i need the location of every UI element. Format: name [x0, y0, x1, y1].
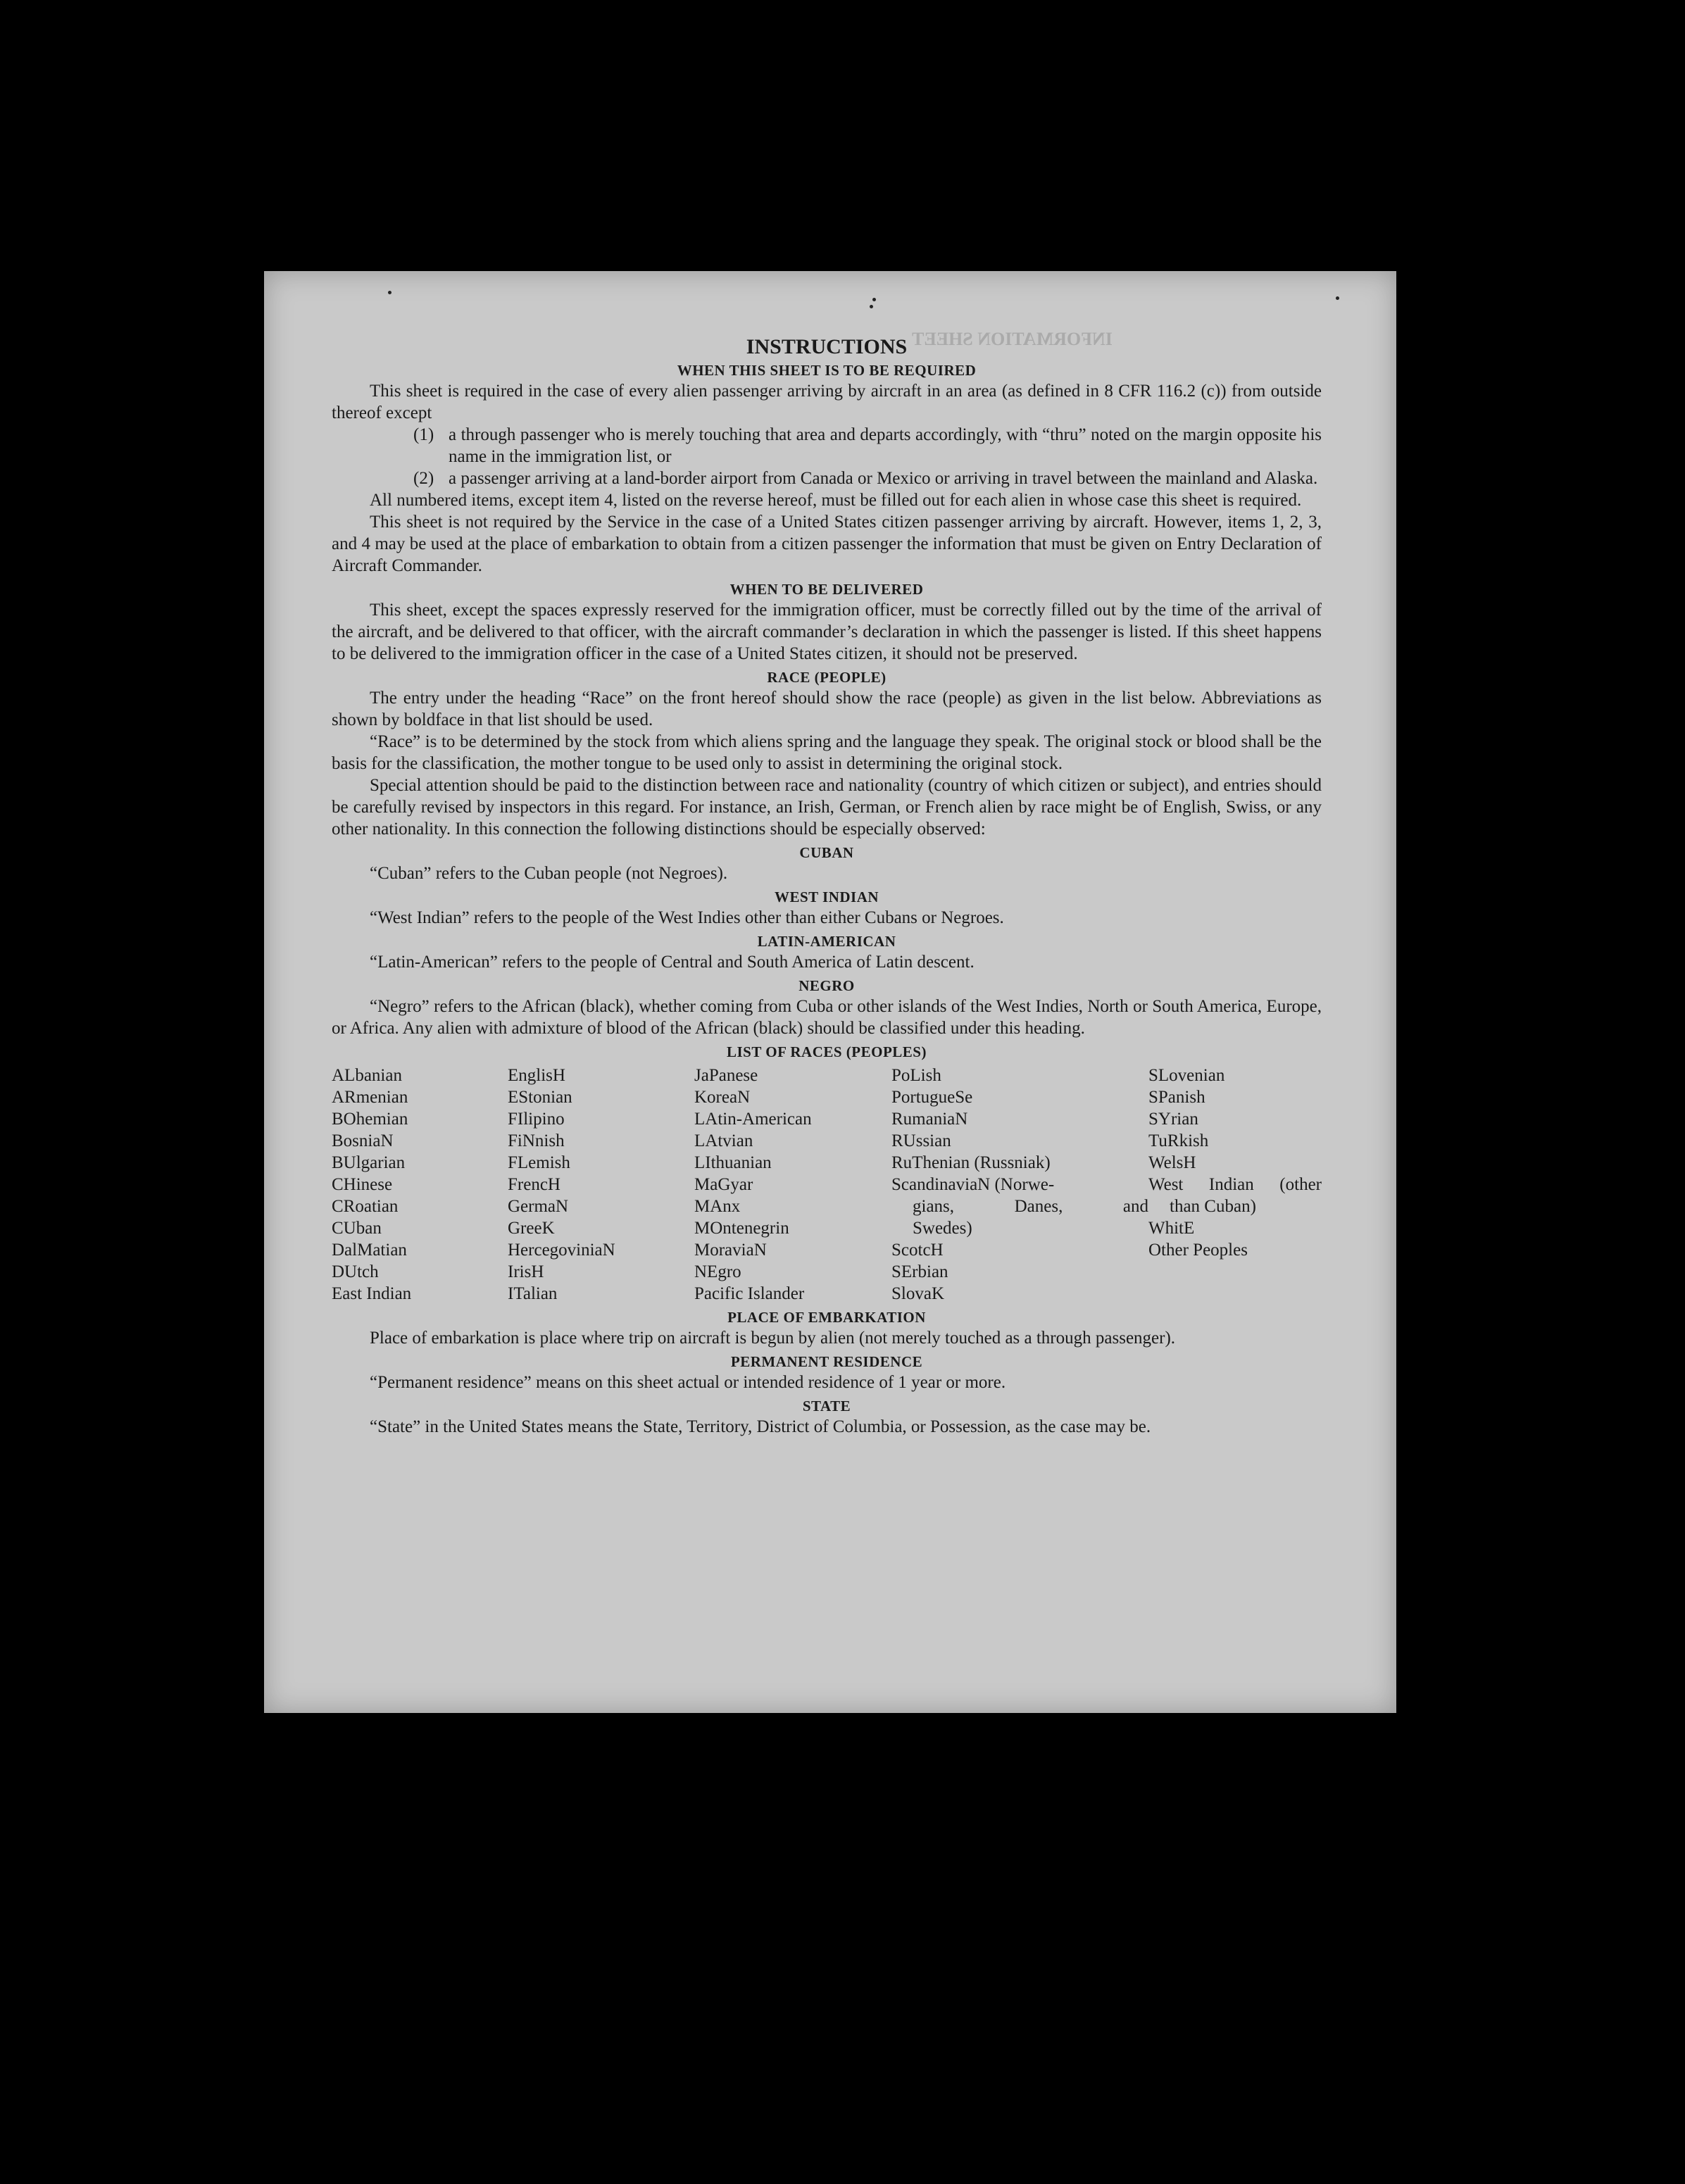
- race-entry: WhitE: [1148, 1219, 1195, 1238]
- race-entry: LAtin-American: [694, 1110, 812, 1129]
- race-entry: CUban: [332, 1219, 382, 1238]
- heading-embarkation: PLACE OF EMBARKATION: [727, 1309, 926, 1326]
- race-entry: EStonian: [508, 1088, 572, 1107]
- item-number: (1): [413, 425, 434, 444]
- race-entry: ITalian: [508, 1284, 558, 1303]
- race-entry: LIthuanian: [694, 1153, 772, 1172]
- race-entry: RuThenian (Russniak): [891, 1153, 1051, 1172]
- heading-when-delivered: WHEN TO BE DELIVERED: [729, 581, 924, 598]
- race-entry: LAtvian: [694, 1131, 753, 1150]
- races-column: [332, 1065, 508, 1305]
- heading-latin-american: LATIN-AMERICAN: [757, 933, 896, 950]
- races-column: [694, 1065, 891, 1305]
- paragraph: Place of embarkation is place where trip on aircraft is begun by alien (not merely touched as a through passenger).: [370, 1329, 1176, 1348]
- paragraph: All numbered items, except item 4, listed on the reverse hereof, must be filled out for each alien in whose case this sheet is required.: [370, 491, 1302, 510]
- race-entry: Pacific Islander: [694, 1284, 805, 1303]
- race-entry: Other Peoples: [1148, 1241, 1248, 1260]
- heading-west-indian: WEST INDIAN: [774, 889, 879, 905]
- race-entry: East Indian: [332, 1284, 412, 1303]
- race-entry: GreeK: [508, 1219, 555, 1238]
- race-entry: BUlgarian: [332, 1153, 406, 1172]
- race-entry: FrencH: [508, 1175, 560, 1194]
- paragraph: The entry under the heading “Race” on the front hereof should show the race (people) as given in the list below. Abbreviations as shown by boldface in that list should be used.: [332, 689, 1322, 729]
- race-entry: SErbian: [891, 1262, 948, 1281]
- race-entry: HercegoviniaN: [508, 1241, 615, 1260]
- race-entry: FLemish: [508, 1153, 570, 1172]
- bleed-through-text: INFORMATION SHEET: [912, 329, 1113, 349]
- race-entry: FIlipino: [508, 1110, 565, 1129]
- race-entry: SYrian: [1148, 1110, 1198, 1129]
- race-entry: RumaniaN: [891, 1110, 968, 1129]
- race-entry: ARmenian: [332, 1088, 408, 1107]
- list-item: [332, 467, 1322, 489]
- race-entry: West Indian (other: [1148, 1175, 1322, 1194]
- heading-negro: NEGRO: [798, 977, 855, 994]
- heading-list-of-races: LIST OF RACES (PEOPLES): [727, 1043, 927, 1060]
- races-column: [1148, 1065, 1322, 1305]
- race-entry: SLovenian: [1148, 1066, 1225, 1085]
- race-entry: CRoatian: [332, 1197, 399, 1216]
- race-entry: NEgro: [694, 1262, 741, 1281]
- page-title: INSTRUCTIONS: [746, 335, 908, 358]
- race-entry: PortugueSe: [891, 1088, 973, 1107]
- paragraph: “Latin-American” refers to the people of Central and South America of Latin descent.: [370, 953, 975, 972]
- paragraph: This sheet, except the spaces expressly reserved for the immigration officer, must be correctly filled out by the time of the arrival of the aircraft, and be delivered to that officer, with the aircraft commander’s declaration in which the passenger is listed. If this sheet happens to be delivered to the immigration officer in the case of a United States citizen, it should not be preserved.: [332, 601, 1322, 663]
- item-number: (2): [413, 469, 434, 488]
- instructions-content: [332, 336, 1322, 1438]
- race-entry: RUssian: [891, 1131, 951, 1150]
- race-entry: DalMatian: [332, 1241, 407, 1260]
- race-entry: ScandinaviaN (Norwe-: [891, 1175, 1055, 1194]
- item-text: a passenger arriving at a land-border airport from Canada or Mexico or arriving in travel between the mainland and Alaska.: [449, 469, 1318, 488]
- paragraph: Special attention should be paid to the distinction between race and nationality (country of which citizen or subject), and entries should be carefully revised by inspectors in this regard. For instance, an Irish, German, or French alien by race might be of English, Swiss, or any other nationality. In this connection the following distinctions should be especially observed:: [332, 776, 1322, 839]
- race-entry: gians, Danes, and: [913, 1197, 1148, 1216]
- race-entry: ALbanian: [332, 1066, 402, 1085]
- race-entry: MAnx: [694, 1197, 741, 1216]
- document-sheet: [264, 271, 1396, 1713]
- race-entry: JaPanese: [694, 1066, 758, 1085]
- heading-race: RACE (PEOPLE): [767, 669, 887, 686]
- race-entry: KoreaN: [694, 1088, 751, 1107]
- paragraph: This sheet is required in the case of every alien passenger arriving by aircraft in an area (as defined in 8 CFR 116.2 (c)) from outside thereof except: [332, 382, 1322, 422]
- race-entry: MoraviaN: [694, 1241, 767, 1260]
- paragraph: “Race” is to be determined by the stock from which aliens spring and the language they speak. The original stock or blood shall be the basis for the classification, the mother tongue to be used only to assist in determining the original stock.: [332, 732, 1322, 773]
- paragraph: “State” in the United States means the State, Territory, District of Columbia, or Possession, as the case may be.: [370, 1417, 1151, 1436]
- race-entry: BosniaN: [332, 1131, 394, 1150]
- item-text: a through passenger who is merely touching that area and departs accordingly, with “thru” noted on the margin opposite his name in the immigration list, or: [449, 425, 1322, 466]
- races-column: [891, 1065, 1148, 1305]
- paragraph: “West Indian” refers to the people of the West Indies other than either Cubans or Negroes.: [370, 908, 1004, 927]
- paragraph: “Negro” refers to the African (black), whether coming from Cuba or other islands of the West Indies, North or South America, Europe, or Africa. Any alien with admixture of blood of the African (black) should be classified under this heading.: [332, 997, 1322, 1038]
- race-entry: WelsH: [1148, 1153, 1196, 1172]
- race-entry: SPanish: [1148, 1088, 1205, 1107]
- paragraph: This sheet is not required by the Service in the case of a United States citizen passenger arriving by aircraft. However, items 1, 2, 3, and 4 may be used at the place of embarkation to obtain from a citizen passenger the information that must be given on Entry Declaration of Aircraft Commander.: [332, 513, 1322, 575]
- heading-cuban: CUBAN: [799, 844, 854, 861]
- race-entry: MOntenegrin: [694, 1219, 789, 1238]
- race-entry: PoLish: [891, 1066, 941, 1085]
- heading-when-required: WHEN THIS SHEET IS TO BE REQUIRED: [677, 362, 977, 379]
- race-entry: BOhemian: [332, 1110, 408, 1129]
- heading-permanent-residence: PERMANENT RESIDENCE: [730, 1353, 923, 1370]
- race-entry: ScotcH: [891, 1241, 944, 1260]
- race-entry: CHinese: [332, 1175, 393, 1194]
- heading-state: STATE: [802, 1398, 851, 1414]
- races-column: [508, 1065, 694, 1305]
- race-entry: Swedes): [913, 1219, 972, 1238]
- race-entry: TuRkish: [1148, 1131, 1209, 1150]
- paragraph: “Permanent residence” means on this sheet actual or intended residence of 1 year or more.: [370, 1373, 1006, 1392]
- race-entry: EnglisH: [508, 1066, 565, 1085]
- race-entry: SlovaK: [891, 1284, 944, 1303]
- list-item: [332, 424, 1322, 467]
- races-table: [332, 1065, 1322, 1305]
- race-entry: FiNnish: [508, 1131, 565, 1150]
- paragraph: “Cuban” refers to the Cuban people (not Negroes).: [370, 864, 728, 883]
- race-entry: GermaN: [508, 1197, 569, 1216]
- race-entry: than Cuban): [1170, 1197, 1256, 1216]
- race-entry: DUtch: [332, 1262, 379, 1281]
- race-entry: IrisH: [508, 1262, 544, 1281]
- race-entry: MaGyar: [694, 1175, 753, 1194]
